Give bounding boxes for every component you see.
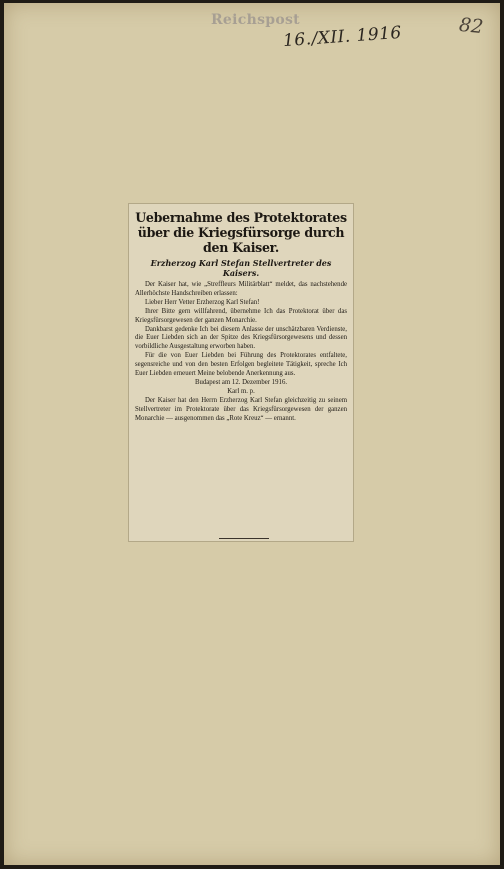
folio-number: 82 [457, 13, 485, 39]
article-body [135, 281, 347, 424]
newspaper-clipping [128, 203, 354, 542]
handwritten-date: 16./XII. 1916 [282, 22, 403, 52]
paragraph-protectorate: Ihrer Bitte gern willfahrend, übernehme Ich das Protektorat über das Kriegsfürsorgewesen der ganzen Monarchie. [135, 307, 347, 324]
article-headline: Uebernahme des Protektorates über die Kriegsfürsorge durch den Kaiser. [135, 210, 347, 255]
archive-sheet [4, 3, 500, 865]
paragraph-deputy: Der Kaiser hat den Herrn Erzherzog Karl Stefan gleichzeitig zu seinem Stellvertreter im Protektorate über das Kriegsfürsorgewesen der ganzen Monarchie — ausgenommen das „Rote Kreuz“ — ernannt. [135, 396, 347, 422]
paragraph-thanks: Dankbarst gedenke Ich bei diesem Anlasse der unschätzbaren Verdienste, die Euer Liebden sich an der Spitze des Kriegsfürsorgewesens und dessen vorbildliche Ausgestaltung erworben haben. [135, 325, 347, 351]
paragraph-recognition: Für die von Euer Liebden bei Führung des Protektorates entfaltete, segensreiche und von den besten Erfolgen begleitete Tätigkeit, spreche Ich Euer Liebden erneuert Meine belobende Anerkennung aus. [135, 352, 347, 378]
paragraph-intro: Der Kaiser hat, wie „Streffleurs Militärblatt“ meldet, das nachstehende Allerhöchste Handschreiben erlassen: [135, 281, 347, 297]
paragraph-signature: Karl m. p. [227, 387, 255, 395]
closing-rule [219, 538, 269, 539]
paragraph-salutation: Lieber Herr Vetter Erzherzog Karl Stefan! [145, 298, 260, 306]
newspaper-stamp: Reichspost [211, 12, 300, 28]
paragraph-place-date: Budapest am 12. Dezember 1916. [194, 378, 288, 386]
article-subheadline: Erzherzog Karl Stefan Stellvertreter des Kaisers. [150, 258, 332, 278]
